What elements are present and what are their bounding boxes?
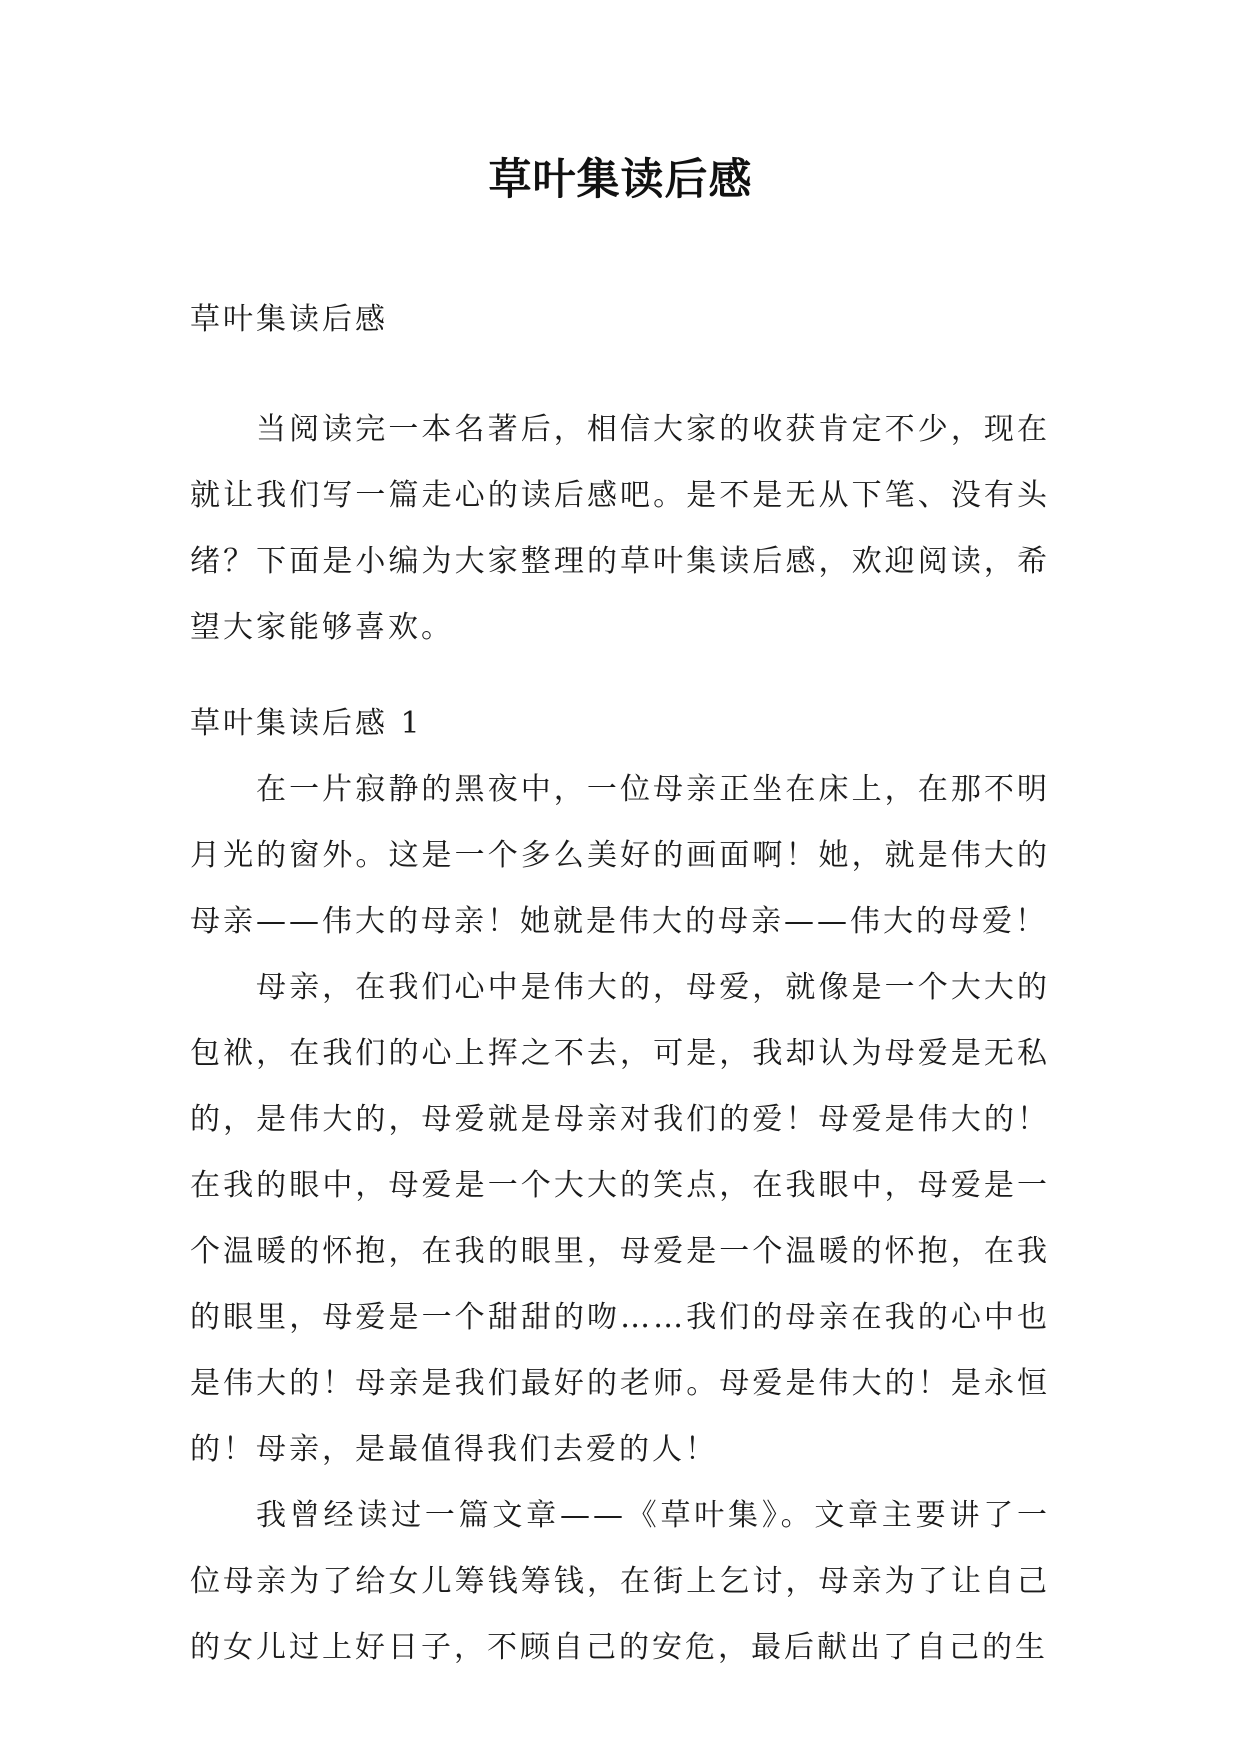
section-body — [190, 757, 1050, 1681]
document-subtitle: 草叶集读后感 — [190, 302, 388, 337]
body-paragraph: 我曾经读过一篇文章——《草叶集》。文章主要讲了一位母亲为了给女儿筹钱筹钱，在街上乞讨，母亲为了让自己的女儿过上好日子，不顾自己的安危，最后献出了自己的生 — [190, 1498, 1050, 1665]
body-paragraph: 在一片寂静的黑夜中，一位母亲正坐在床上，在那不明月光的窗外。这是一个多么美好的画面啊！她，就是伟大的母亲——伟大的母亲！她就是伟大的母亲——伟大的母爱！ — [190, 772, 1050, 939]
section-heading: 草叶集读后感 1 — [190, 706, 423, 741]
intro-paragraph: 当阅读完一本名著后，相信大家的收获肯定不少，现在就让我们写一篇走心的读后感吧。是不是无从下笔、没有头绪？下面是小编为大家整理的草叶集读后感，欢迎阅读，希望大家能够喜欢。 — [190, 412, 1050, 645]
page-title: 草叶集读后感 — [488, 155, 753, 205]
body-paragraph: 母亲，在我们心中是伟大的，母爱，就像是一个大大的包袱，在我们的心上挥之不去，可是，我却认为母爱是无私的，是伟大的，母爱就是母亲对我们的爱！母爱是伟大的！在我的眼中，母爱是一个大大的笑点，在我眼中，母爱是一个温暖的怀抱，在我的眼里，母爱是一个温暖的怀抱，在我的眼里，母爱是一个甜甜的吻……我们的母亲在我的心中也是伟大的！母亲是我们最好的老师。母爱是伟大的！是永恒的！母亲，是最值得我们去爱的人！ — [190, 970, 1050, 1467]
